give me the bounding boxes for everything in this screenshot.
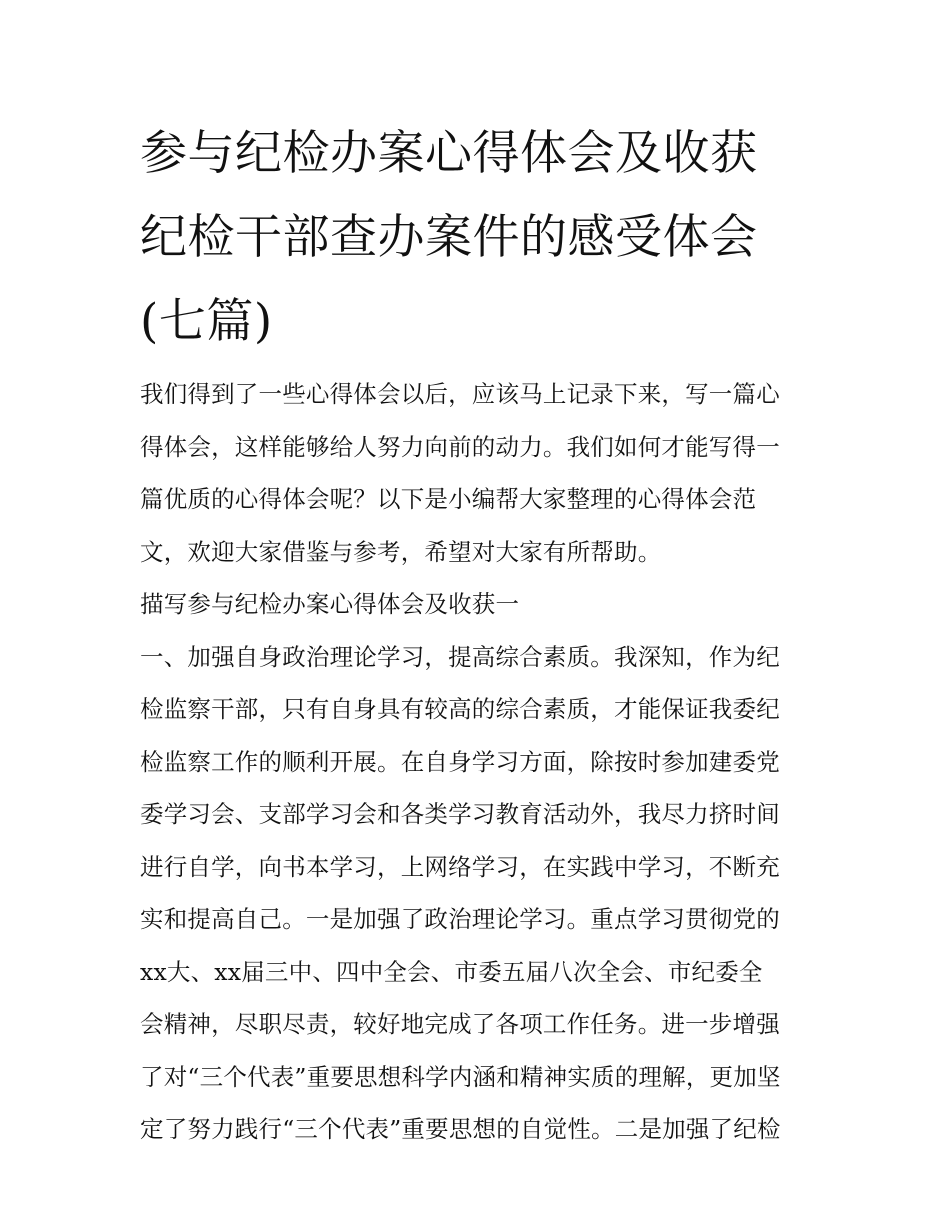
- body-line: 进行自学，向书本学习，上网络学习，在实践中学习，不断充: [140, 852, 780, 881]
- body-line: 文，欢迎大家借鉴与参考，希望对大家有所帮助。: [140, 537, 662, 566]
- body-line: 定了努力践行“三个代表”重要思想的自觉性。二是加强了纪检: [140, 1115, 781, 1143]
- body-line: 篇优质的心得体会呢？以下是小编帮大家整理的心得体会范: [140, 485, 757, 513]
- body-line: 委学习会、支部学习会和各类学习教育活动外，我尽力挤时间: [140, 800, 780, 828]
- body-line: 会精神，尽职尽责，较好地完成了各项工作任务。进一步增强: [140, 1010, 780, 1038]
- body-line: 我们得到了一些心得体会以后，应该马上记录下来，写一篇心: [140, 380, 780, 408]
- body-line: 得体会，这样能够给人努力向前的动力。我们如何才能写得一: [140, 432, 780, 461]
- body-line: 一、加强自身政治理论学习，提高综合素质。我深知，作为纪: [140, 642, 780, 671]
- body-line: 检监察工作的顺利开展。在自身学习方面，除按时参加建委党: [140, 747, 780, 776]
- title-line: (七篇): [140, 294, 273, 349]
- document-body: [140, 368, 815, 1156]
- body-line: 了对“三个代表”重要思想科学内涵和精神实质的理解，更加坚: [140, 1062, 781, 1091]
- body-line: xx大、xx届三中、四中全会、市委五届八次全会、市纪委全: [140, 957, 763, 986]
- title-line: 纪检干部查办案件的感受体会: [140, 210, 758, 265]
- body-line: 实和提高自己。一是加强了政治理论学习。重点学习贯彻党的: [140, 905, 780, 933]
- section-heading: 描写参与纪检办案心得体会及收获一: [140, 590, 520, 618]
- document-title: [140, 112, 815, 364]
- document-page: [140, 112, 815, 1156]
- title-line: 参与纪检办案心得体会及收获: [140, 126, 758, 181]
- body-line: 检监察干部，只有自身具有较高的综合素质，才能保证我委纪: [140, 695, 780, 723]
